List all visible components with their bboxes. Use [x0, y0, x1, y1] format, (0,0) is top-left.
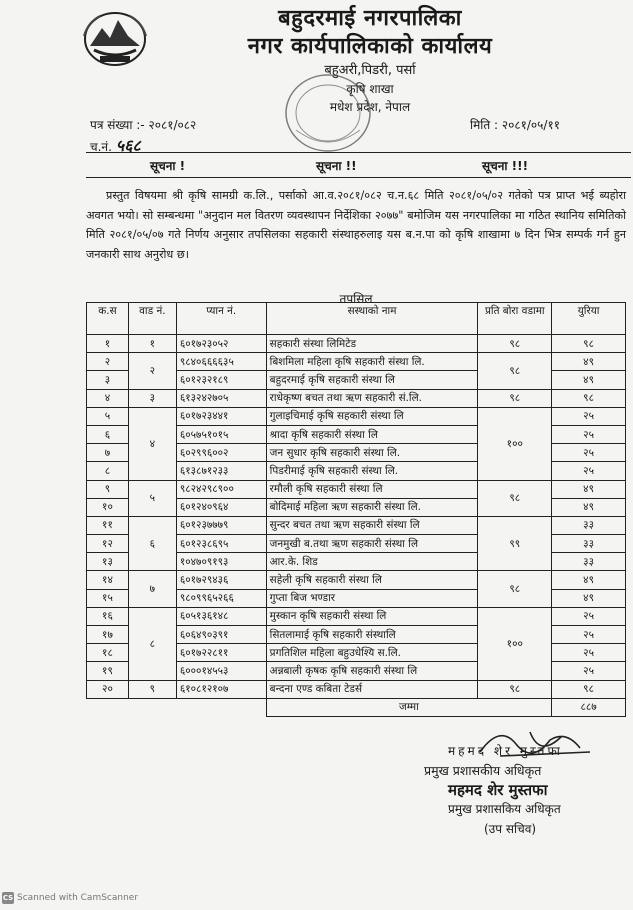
- col-header-ward: वाड नं.: [128, 303, 176, 335]
- cell-sn: १९: [87, 662, 129, 680]
- cell-pan: ६१३२४२७०५: [176, 389, 266, 407]
- cell-name: प्रगतिशिल महिला बहुउधेश्यि स.लि.: [266, 644, 478, 662]
- cell-urea: ४९: [552, 571, 626, 589]
- cell-rate: १००: [478, 407, 552, 480]
- cell-urea: २५: [552, 407, 626, 425]
- cell-name: श्रादा कृषि सहकारी संस्था लि: [266, 425, 478, 443]
- cell-pan: ६०१७२३४४१: [176, 407, 266, 425]
- scanner-text: Scanned with CamScanner: [17, 893, 139, 903]
- notice-body: [86, 186, 626, 264]
- cell-pan: ६०१२३२१८९: [176, 371, 266, 389]
- table-row: [87, 680, 626, 698]
- notice-heading-2: सूचना !!: [316, 159, 357, 173]
- cell-pan: ६१३८७१२३३: [176, 462, 266, 480]
- cell-ward: ७: [128, 571, 176, 607]
- notice-divider: [86, 177, 631, 178]
- notice-paragraph: प्रस्तुत विषयमा श्री कृषि सामग्री क.लि., पर्साको आ.व.२०८१/०८२ च.न.६८ मिति २०८१/०५/०२ गतेको पत्र प्राप्त भई ब्यहोरा अवगत भयो। सो सम्बन्धमा "अनुदान मल वितरण व्यवस्थापन निर्देशिका २०७७" बमोजिम यस नगरपालिका मा गठित स्थानिय समितिको मिति २०८१/०५/०७ गते निर्णय अनुसार तपसिलका सहकारी संस्थाहरुलाइ यस ब.न.पा को कृषि शाखामा ७ दिन भित्र सम्पर्क गर्न हुन जनकारी साथ अनुरोध छ।: [86, 189, 626, 261]
- cell-pan: ६०१२३७७७९: [176, 516, 266, 534]
- cell-urea: २५: [552, 662, 626, 680]
- cell-name: बिशमिला महिला कृषि सहकारी संस्था लि.: [266, 353, 478, 371]
- table-row: [87, 335, 626, 353]
- cell-sn: १३: [87, 553, 129, 571]
- table-row: [87, 407, 626, 425]
- cell-rate: ९८: [478, 480, 552, 516]
- table-row: [87, 389, 626, 407]
- cell-pan: ६०००१४५५३: [176, 662, 266, 680]
- cell-name: आर.के. शिड: [266, 553, 478, 571]
- col-header-urea: युरिया: [552, 303, 626, 335]
- cell-name: राधेकृष्ण बचत तथा ऋण सहकारी सं.लि.: [266, 389, 478, 407]
- cell-pan: ६०२९९६००२: [176, 444, 266, 462]
- table-body: [87, 335, 626, 717]
- table-row: [87, 480, 626, 498]
- table-title: तपसिल: [339, 292, 373, 306]
- table-row: [87, 571, 626, 589]
- cell-name: जनमुखी ब.तथा ऋण सहकारी संस्था लि: [266, 535, 478, 553]
- cell-urea: ४९: [552, 498, 626, 516]
- total-row-spacer: [87, 698, 267, 716]
- cell-urea: ३३: [552, 553, 626, 571]
- cell-name: बहुदरमाई कृषि सहकारी संस्था लि: [266, 371, 478, 389]
- municipality-emblem-icon: [78, 6, 152, 72]
- signatory-rank: (उप सचिव): [484, 822, 537, 836]
- cell-urea: २५: [552, 626, 626, 644]
- cell-sn: ४: [87, 389, 129, 407]
- cell-name: बन्दना एण्ड कबिता टेडर्स: [266, 680, 478, 698]
- table-row: [87, 607, 626, 625]
- cell-sn: ९: [87, 480, 129, 498]
- cell-name: रमौली कृषि सहकारी संस्था लि: [266, 480, 478, 498]
- cell-name: सहकारी संस्था लिमिटेड: [266, 335, 478, 353]
- office-seal-stamp: [282, 70, 374, 156]
- cell-rate: ९८: [478, 571, 552, 607]
- cell-rate: ९९: [478, 516, 552, 571]
- cell-name: पिडरीमाई कृषि सहकारी संस्था लि.: [266, 462, 478, 480]
- cell-pan: ६०१२३८६९५: [176, 535, 266, 553]
- cell-sn: ३: [87, 371, 129, 389]
- col-header-sn: क.स: [87, 303, 129, 335]
- cell-sn: ११: [87, 516, 129, 534]
- cell-pan: ६०५१३६१४८: [176, 607, 266, 625]
- cell-pan: ६०१७२३०५२: [176, 335, 266, 353]
- dispatch-number-label: च.नं.: [90, 140, 112, 154]
- cell-sn: ५: [87, 407, 129, 425]
- cell-ward: ३: [128, 389, 176, 407]
- cell-sn: ७: [87, 444, 129, 462]
- cell-urea: ४९: [552, 589, 626, 607]
- cell-sn: २०: [87, 680, 129, 698]
- cell-pan: ६०५७५१०१५: [176, 425, 266, 443]
- cell-rate: ९८: [478, 335, 552, 353]
- cell-name: गुलाइचिमाई कृषि सहकारी संस्था लि: [266, 407, 478, 425]
- cell-urea: ३३: [552, 516, 626, 534]
- cell-urea: ३३: [552, 535, 626, 553]
- cell-sn: १६: [87, 607, 129, 625]
- letter-number-value: २०८१/०८२: [148, 118, 197, 132]
- cell-urea: ९८: [552, 389, 626, 407]
- notice-heading-3: सूचना !!!: [482, 159, 529, 173]
- cell-pan: ९८४०६६६६३५: [176, 353, 266, 371]
- cell-ward: ४: [128, 407, 176, 480]
- cell-name: सितलामाई कृषि सहकारी संस्थालि: [266, 626, 478, 644]
- cell-sn: ८: [87, 462, 129, 480]
- cell-name: सुन्दर बचत तथा ऋण सहकारी संस्था लि: [266, 516, 478, 534]
- cell-rate: १००: [478, 607, 552, 680]
- office-address: बहुअरी,पिडरी, पर्सा: [324, 63, 416, 78]
- cell-ward: ८: [128, 607, 176, 680]
- cell-urea: ९८: [552, 680, 626, 698]
- letter-date-value: २०८१/०५/११: [501, 118, 560, 132]
- cell-sn: १०: [87, 498, 129, 516]
- cell-name: गुप्ता बिज भण्डार: [266, 589, 478, 607]
- branch-name: कृषि शाखा: [346, 82, 394, 96]
- cell-urea: २५: [552, 444, 626, 462]
- camscanner-logo-icon: CS: [2, 894, 14, 902]
- cell-pan: ९८२४२९८९००: [176, 480, 266, 498]
- cell-pan: १०४७०९१९३: [176, 553, 266, 571]
- cell-sn: १: [87, 335, 129, 353]
- cell-pan: ९८०९९६५२६६: [176, 589, 266, 607]
- province-name: मधेश प्रदेश, नेपाल: [329, 100, 411, 114]
- header-divider: [86, 152, 631, 153]
- cell-urea: २५: [552, 425, 626, 443]
- cell-urea: ९८: [552, 335, 626, 353]
- cell-sn: २: [87, 353, 129, 371]
- cell-urea: २५: [552, 644, 626, 662]
- letter-date: [470, 116, 560, 133]
- letter-number: [90, 116, 196, 133]
- table-row: [87, 516, 626, 534]
- cell-name: जन सुधार कृषि सहकारी संस्था लि.: [266, 444, 478, 462]
- signatory-title: प्रमुख प्रशासकिय अधिकृत: [448, 802, 561, 816]
- table-header-row: [87, 303, 626, 335]
- table-total-row: [87, 698, 626, 716]
- table-row: [87, 353, 626, 371]
- cell-ward: ५: [128, 480, 176, 516]
- dispatch-number-value: ५६८: [115, 136, 141, 155]
- cell-pan: ६०१७२२८११: [176, 644, 266, 662]
- cell-ward: ९: [128, 680, 176, 698]
- scanner-watermark: [2, 892, 138, 904]
- cell-ward: ६: [128, 516, 176, 571]
- signatory-title-handwritten: प्रमुख प्रशासकीय अधिकृत: [424, 763, 542, 778]
- cell-pan: ६०१७२९४३६: [176, 571, 266, 589]
- cell-ward: १: [128, 335, 176, 353]
- cell-rate: ९८: [478, 389, 552, 407]
- cell-sn: १७: [87, 626, 129, 644]
- cell-name: बोदिमाई महिला ऋण सहकारी संस्था लि.: [266, 498, 478, 516]
- notice-heading-1: सूचना !: [150, 159, 186, 173]
- municipality-name: बहुदरमाई नगरपालिका: [278, 6, 462, 31]
- cell-sn: १४: [87, 571, 129, 589]
- cell-sn: १२: [87, 535, 129, 553]
- cell-ward: २: [128, 353, 176, 389]
- cell-sn: १५: [87, 589, 129, 607]
- col-header-rate: प्रति बोरा वडामा: [478, 303, 552, 335]
- col-header-name: सस्थाको नाम: [266, 303, 478, 335]
- office-name: नगर कार्यपालिकाको कार्यालय: [247, 34, 493, 59]
- letter-date-label: मिति :: [470, 118, 499, 132]
- col-header-pan: प्यान नं.: [176, 303, 266, 335]
- letter-number-label: पत्र संख्या :-: [90, 118, 145, 132]
- cell-sn: १८: [87, 644, 129, 662]
- cooperative-allocation-table: [86, 302, 626, 717]
- cell-urea: २५: [552, 462, 626, 480]
- cell-pan: ६१०८१२१०७: [176, 680, 266, 698]
- signatory-name: महमद शेर मुस्तफा: [448, 781, 548, 799]
- total-label: जम्मा: [266, 698, 552, 716]
- cell-name: अन्नबाली कृषक कृषि सहकारी संस्था लि: [266, 662, 478, 680]
- cell-name: सहेली कृषि सहकारी संस्था लि: [266, 571, 478, 589]
- cell-urea: ४९: [552, 480, 626, 498]
- cell-sn: ६: [87, 425, 129, 443]
- cell-name: मुस्कान कृषि सहकारी संस्था लि: [266, 607, 478, 625]
- cell-rate: ९८: [478, 353, 552, 389]
- signatory-name-handwritten: महमद शेर मुस्तफा: [448, 744, 563, 758]
- total-value: ८८७: [552, 698, 626, 716]
- cell-urea: ४९: [552, 371, 626, 389]
- cell-pan: ६०६४९०३९१: [176, 626, 266, 644]
- cell-rate: ९८: [478, 680, 552, 698]
- cell-urea: ४९: [552, 353, 626, 371]
- cell-pan: ६०१२४०९६४: [176, 498, 266, 516]
- cell-urea: २५: [552, 607, 626, 625]
